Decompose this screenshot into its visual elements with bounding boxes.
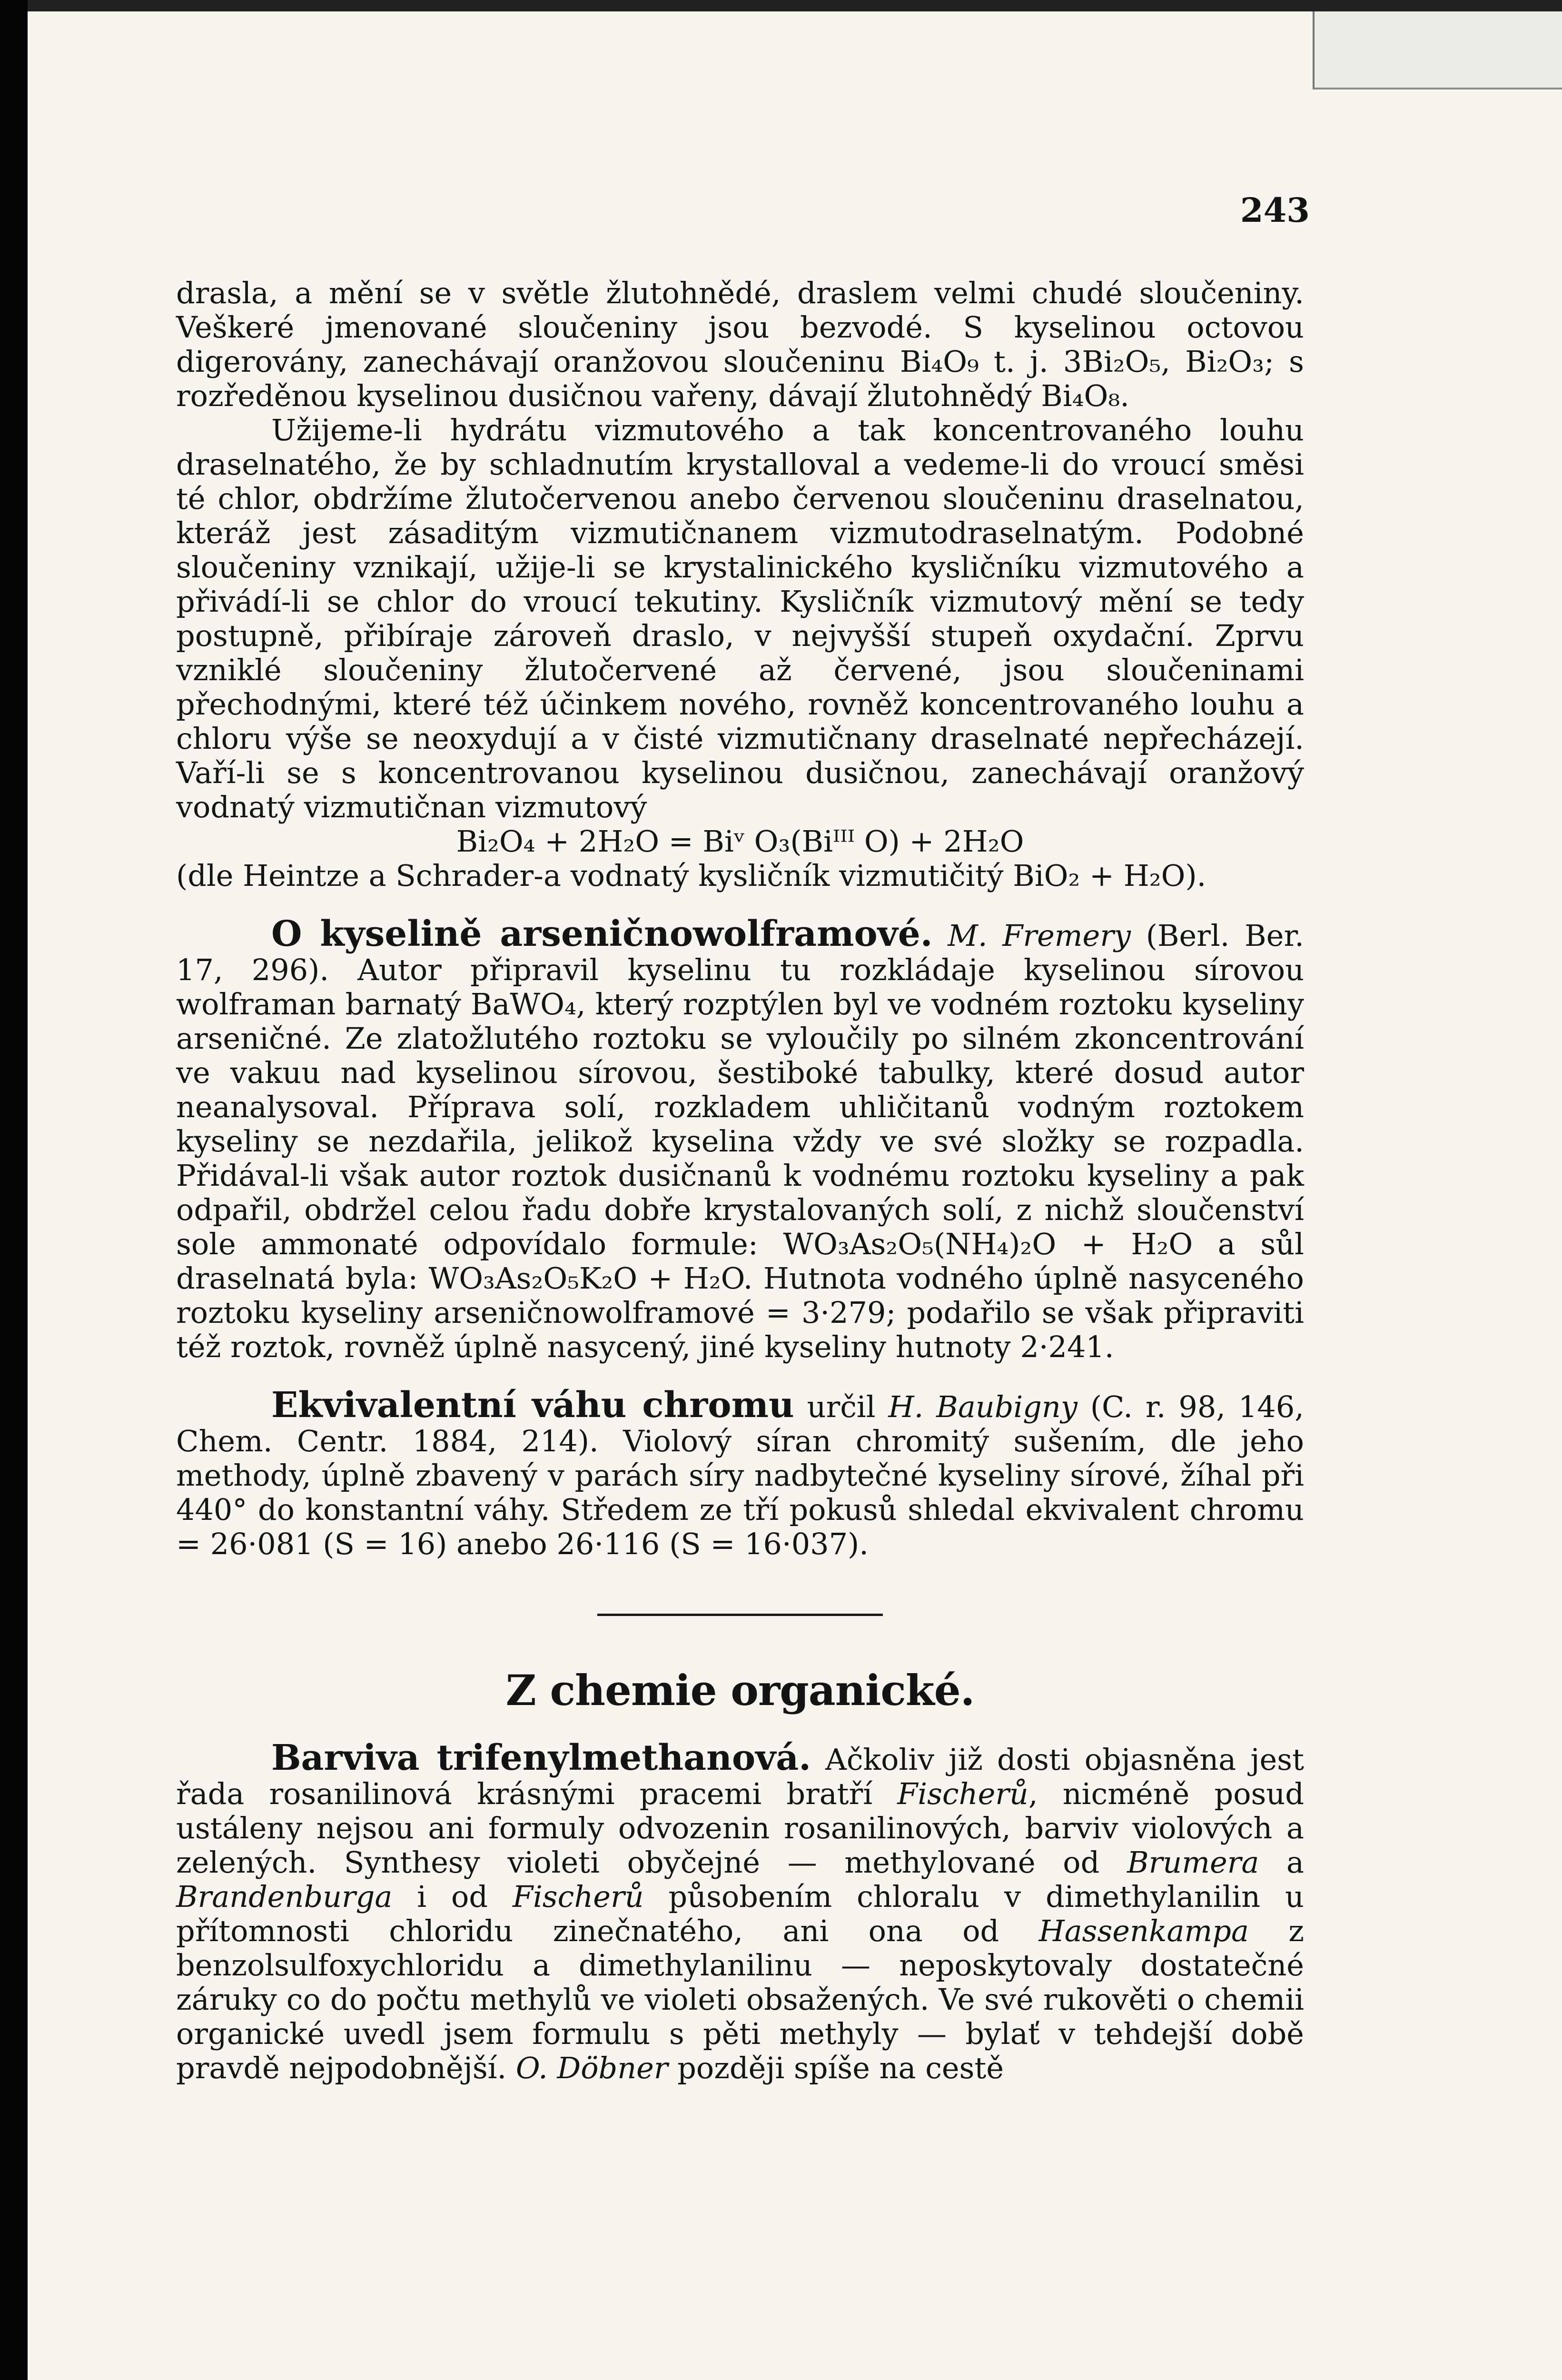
chromium-title: Ekvivalentní váhu chromu: [271, 1385, 794, 1426]
dyes-text-3: a: [1286, 1845, 1304, 1880]
name-brumer: Brumera: [1127, 1845, 1259, 1880]
chromium-paragraph: [176, 1385, 1304, 1561]
chromium-lead: určil: [807, 1389, 876, 1424]
name-dobner: O. Döbner: [515, 2051, 668, 2085]
scan-corner-artifact: [1313, 11, 1562, 89]
dyes-text-7: později spíše na cestě: [677, 2051, 1004, 2085]
dyes-title: Barviva trifenylmethanová.: [271, 1737, 811, 1778]
body-text: [176, 276, 1304, 2085]
arsenic-paragraph: [176, 913, 1304, 1364]
chromium-author: H. Baubigny: [888, 1389, 1078, 1424]
section-title: Z chemie organické.: [505, 1666, 975, 1715]
page-number: 243: [1240, 190, 1310, 230]
dyes-text-5: působením chloralu v dimethylanilin u přítomnosti chloridu zinečnatého, ani ona od: [176, 1879, 1304, 1948]
arsenic-text: (Berl. Ber. 17, 296). Autor připravil kyselinu tu rozkládaje kyselinou sírovou wolframan barnatý BaWO₄, který rozptýlen byl ve vodném roztoku kyseliny arseničné. Ze zlatožlutého roztoku se vyloučily po silném zkoncentrování ve vakuu nad kyselinou sírovou, šestiboké tabulky, které dosud autor neanalysoval. Příprava solí, rozkladem uhličitanů vodným roztokem kyseliny se nezdařila, jelikož kyselina vždy ve své složky se rozpadla. Přidával-li však autor roztok dusičnanů k vodnému roztoku kyseliny a pak odpařil, obdržel celou řadu dobře krystalovaných solí, z nichž sloučenství sole ammonaté odpovídalo formule: WO₃As₂O₅(NH₄)₂O + H₂O a sůl draselnatá byla: WO₃As₂O₅K₂O + H₂O. Hutnota vodného úplně nasyceného roztoku kyseliny arseničnowolframové = 3·279; podařilo se však připraviti též roztok, rovněž úplně nasycený, jiné kyseliny hutnoty 2·241.: [176, 918, 1304, 1364]
section-separator: [597, 1614, 883, 1616]
name-fischer-2: Fischerů: [512, 1879, 644, 1914]
intro-paragraph: drasla, a mění se v světle žlutohnědé, draslem velmi chudé sloučeniny. Veškeré jmenované sloučeniny jsou bezvodé. S kyselinou octovou digerovány, zanechávají oranžovou sloučeninu Bi₄O₉ t. j. 3Bi₂O₅, Bi₂O₃; s rozředěnou kyselinou dusičnou vařeny, dávají žlutohnědý Bi₄O₈.: [176, 276, 1304, 413]
formula-note: (dle Heintze a Schrader-a vodnatý kysličník vizmutičitý BiO₂ + H₂O).: [176, 858, 1206, 893]
dyes-text-1: Ačkoliv již dosti objasněna jest řada rosanilinová krásnými pracemi bratří: [176, 1742, 1304, 1811]
arsenic-author: M. Fremery: [948, 918, 1131, 953]
scan-edge: [28, 0, 1562, 11]
name-brandenburg: Brandenburga: [176, 1879, 393, 1914]
formula-line: Bi₂O₄ + 2H₂O = Biᵛ O₃(Biᴵᴵᴵ O) + 2H₂O: [456, 824, 1024, 859]
hydrate-paragraph: Užijeme-li hydrátu vizmutového a tak koncentrovaného louhu draselnatého, že by schladnutím krystalloval a vedeme-li do vroucí směsi té chlor, obdržíme žlutočervenou anebo červenou sloučeninu draselnatou, kteráž jest zásaditým vizmutičnanem vizmutodraselnatým. Podobné sloučeniny vznikají, užije-li se krystalinického kysličníku vizmutového a přivádí-li se chlor do vroucí tekutiny. Kysličník vizmutový mění se tedy postupně, přibíraje zároveň draslo, v nejvyšší stupeň oxydační. Zprvu vzniklé sloučeniny žlutočervené až červené, jsou sloučeninami přechodnými, které též účinkem nového, rovněž koncentrovaného louhu a chloru výše se neoxydují a v čisté vizmutičnany draselnaté nepřecházejí. Vaří-li se s koncentrovanou kyselinou dusičnou, zanechávají oranžový vodnatý vizmutičnan vizmutový: [176, 413, 1304, 824]
dyes-paragraph: [176, 1737, 1304, 2085]
dyes-text-6: z benzolsulfoxychloridu a dimethylanilinu — neposkytovaly dostatečné záruky co do počtu methylů ve violeti obsažených. Ve své rukověti o chemii organické uvedl jsem formulu s pěti methyly — bylať v tehdejší době pravdě nejpodobnější.: [176, 1914, 1304, 2085]
name-fischer: Fischerů: [897, 1776, 1028, 1811]
chromium-text: (C. r. 98, 146, Chem. Centr. 1884, 214). Violový síran chromitý sušením, dle jeho methody, úplně zbavený v parách síry nadbytečné kyseliny sírové, žíhal při 440° do konstantní váhy. Středem ze tří pokusů shledal ekvivalent chromu = 26·081 (S = 16) anebo 26·116 (S = 16·037).: [176, 1389, 1304, 1561]
name-hassenkamp: Hassenkampa: [1038, 1914, 1249, 1948]
dyes-text-2: , nicméně posud ustáleny nejsou ani formuly odvozenin rosanilinových, barviv violových a zelených. Synthesy violeti obyčejné — methylované od: [176, 1776, 1304, 1880]
dyes-text-4: i od: [417, 1879, 488, 1914]
arsenic-title: O kyselině arseničnowolframové.: [271, 913, 933, 954]
